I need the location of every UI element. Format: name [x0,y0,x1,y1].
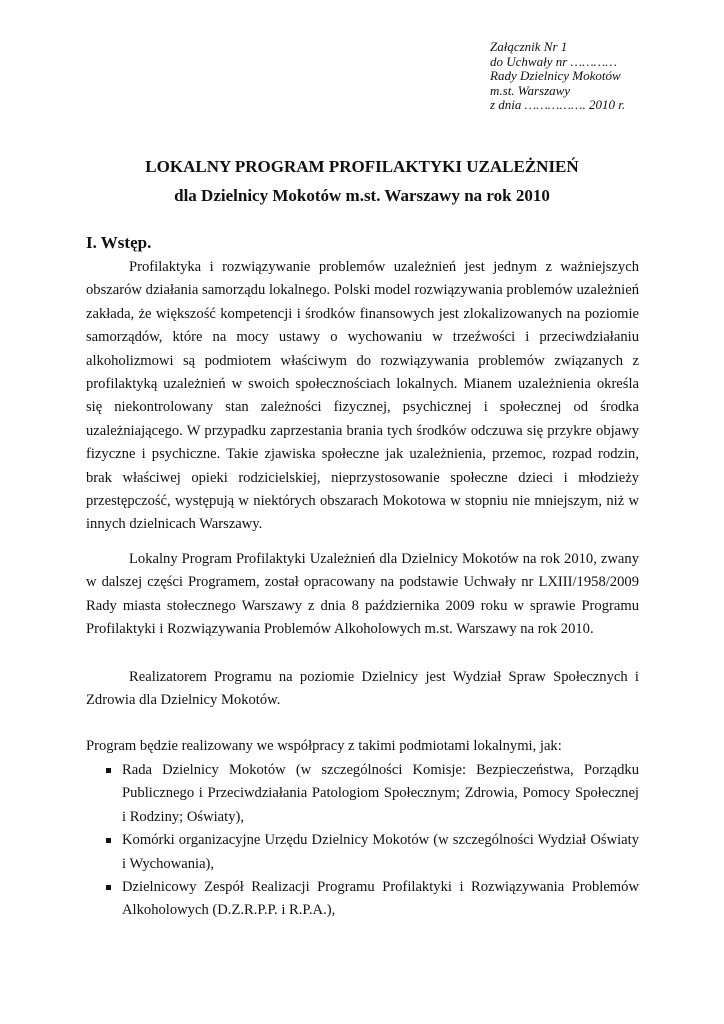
annex-line-4: m.st. Warszawy [490,82,571,98]
bullet-square-icon [106,768,111,773]
annex-note [490,40,710,113]
list-item-text: Rada Dzielnicy Mokotów (w szczególności Komisje: Bezpieczeństwa, Porządku Publicznego i Przeciwdziałania Patologiom Społecznym; Zdrowia, Pomocy Społecznej i Rodziny; Oświaty), [122,762,639,825]
annex-line-3: Rady Dzielnicy Mokotów [490,68,621,83]
document-subtitle: dla Dzielnicy Mokotów m.st. Warszawy na rok 2010 [174,186,550,205]
bullet-square-icon [106,885,111,890]
bullet-square-icon [106,838,111,843]
list-item-text: Komórki organizacyjne Urzędu Dzielnicy Mokotów (w szczególności Wydział Oświaty i Wychowania), [122,832,639,872]
annex-line-5: z dnia ……………. 2010 r. [490,97,626,112]
annex-line-2: do Uchwały nr ………… [490,53,617,69]
list-item [86,759,639,829]
list-item [86,829,639,876]
list-item [86,876,639,923]
annex-line-1: Załącznik Nr 1 [490,39,568,54]
list-item-text: Dzielnicowy Zespół Realizacji Programu Profilaktyki i Rozwiązywania Problemów Alkoholowych (D.Z.R.P.P. i R.P.A.), [122,879,639,919]
legal-basis-paragraph: Lokalny Program Profilaktyki Uzależnień dla Dzielnicy Mokotów na rok 2010, zwany w dalszej części Programem, został opracowany na podstawie Uchwały nr LXIII/1958/2009 Rady miasta stołecznego Warszawy z dnia 8 października 2009 roku w sprawie Programu Profilaktyki i Rozwiązywania Problemów Alkoholowych m.st. Warszawy na rok 2010. [86,551,639,638]
implementer-paragraph: Realizatorem Programu na poziomie Dzielnicy jest Wydział Spraw Społecznych i Zdrowia dla Dzielnicy Mokotów. [86,669,639,709]
section-heading: I. Wstęp. [86,233,152,252]
intro-paragraph: Profilaktyka i rozwiązywanie problemów uzależnień jest jednym z ważniejszych obszarów działania samorządu lokalnego. Polski model rozwiązywania problemów uzależnień zakłada, że większość kompetencji i środków finansowych jest zlokalizowanych na poziomie samorządów, które na mocy ustawy o wychowaniu w trzeźwości i przeciwdziałaniu alkoholizmowi są podmiotem właściwym do rozwiązywania problemów związanych z profilaktyką uzależnień w swoich społecznościach lokalnych. Mianem uzależnienia określa się niekontrolowany stan zależności fizycznej, psychicznej i społecznej od środka uzależniającego. W przypadku zaprzestania brania tych środków odczuwa się przykre objawy fizyczne i psychiczne. Takie zjawiska społeczne jak uzależnienia, przemoc, rozpad rodzin, brak właściwej opieki rodzicielskiej, nieprzystosowanie społeczne dzieci i młodzieży przestępczość, występują w niektórych obszarach Mokotowa w stopniu nie mniejszym, niż w innych dzielnicach Warszawy. [86,259,639,533]
partners-list [86,759,639,923]
document-title: LOKALNY PROGRAM PROFILAKTYKI UZALEŻNIEŃ [145,157,579,176]
cooperation-intro-paragraph: Program będzie realizowany we współpracy z takimi podmiotami lokalnymi, jak: [86,738,562,754]
